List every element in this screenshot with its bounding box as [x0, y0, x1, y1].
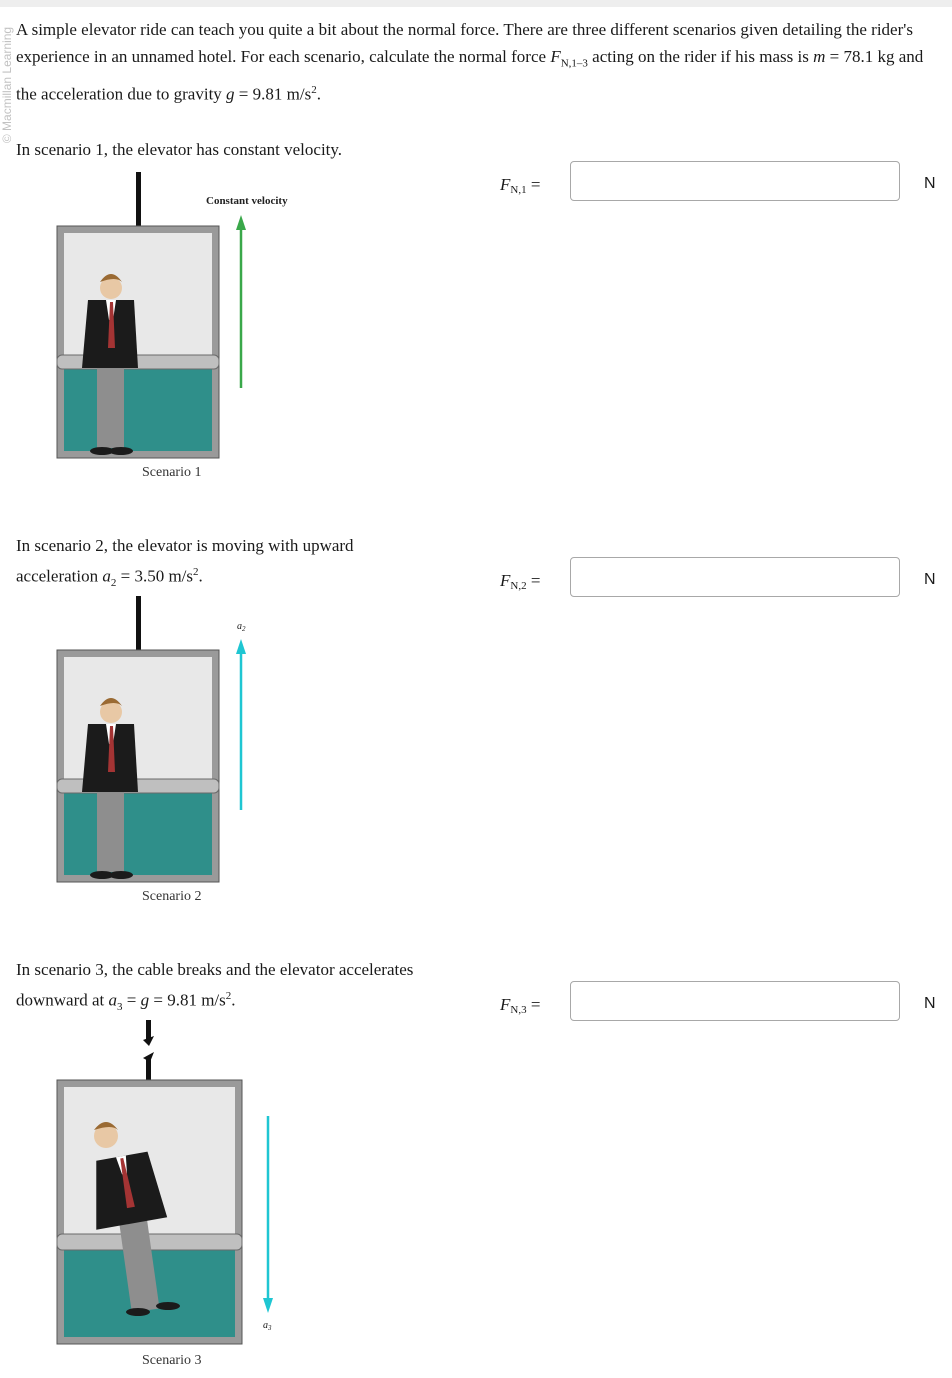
velocity-arrowhead — [236, 215, 246, 230]
acceleration-arrow-label: $a_3$ — [263, 1320, 272, 1332]
elevator-car — [57, 650, 219, 882]
broken-cable — [143, 1020, 154, 1080]
velocity-arrow-label: Constant velocity — [206, 195, 288, 207]
scenario-1-caption: Scenario 1 — [142, 465, 202, 480]
copyright-watermark: © Macmillan Learning — [0, 26, 14, 144]
force-2-input[interactable] — [570, 557, 900, 597]
force-label-3: $F_{N,3}$ = — [500, 995, 541, 1016]
force-label-2: $F_{N,2}$ = — [500, 571, 541, 592]
elevator-cable — [136, 172, 141, 226]
scenario-2-figure — [50, 594, 310, 914]
scenario-3-figure — [50, 1016, 310, 1378]
force-1-input[interactable] — [570, 161, 900, 201]
scenario-3-caption: Scenario 3 — [142, 1353, 202, 1368]
acceleration-arrow-label: $a_2$ — [237, 621, 246, 633]
problem-intro: A simple elevator ride can teach you quite a bit about the normal force. There are three different scenarios given detailing the rider's experience in an unnamed hotel. For each scenario, calculate the normal force $F_{N,1-3}$ acting on the rider if his mass is m = 78.1 kg and the acceleration due to gravity g = 9.81 $m/s^2$. — [16, 20, 924, 105]
force-3-unit: N — [924, 995, 936, 1012]
force-1-unit: N — [924, 175, 936, 192]
force-3-input[interactable] — [570, 981, 900, 1021]
scenario-1-figure — [50, 170, 310, 490]
scenario-3-prompt: In scenario 3, the cable breaks and the elevator accelerates downward at $a_3 = g = 9.81$ $m/s^2$. — [16, 960, 414, 1014]
acceleration-arrowhead — [263, 1298, 273, 1313]
acceleration-arrowhead — [236, 639, 246, 654]
scenario-1-prompt: In scenario 1, the elevator has constant velocity. — [16, 140, 343, 159]
force-2-unit: N — [924, 571, 936, 588]
scenario-2-caption: Scenario 2 — [142, 889, 202, 904]
scenario-2-prompt: In scenario 2, the elevator is moving with upward acceleration $a_2 = 3.50$ $m/s^2$. — [16, 536, 354, 590]
elevator-cable — [136, 596, 141, 650]
force-label-1: $F_{N,1}$ = — [500, 175, 541, 196]
elevator-car — [57, 226, 219, 458]
top-bar — [0, 0, 952, 7]
